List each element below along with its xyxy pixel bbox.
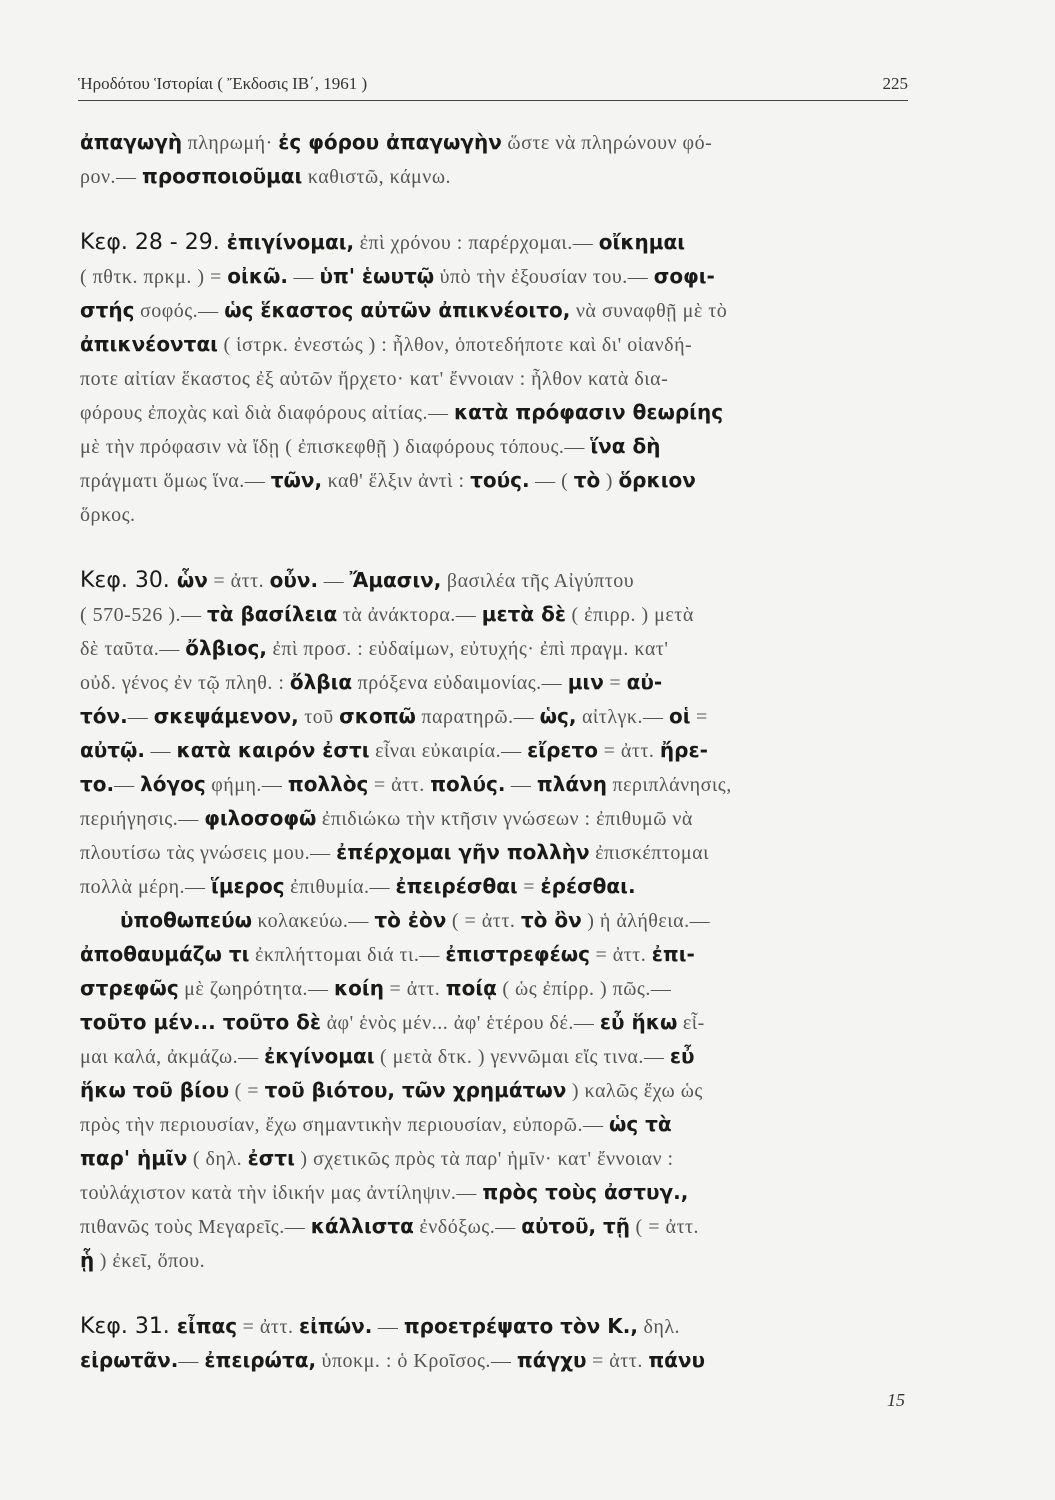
- text-line: [80, 631, 906, 665]
- text-line: [80, 1039, 906, 1073]
- text-line: [80, 497, 906, 531]
- text-line: [80, 429, 906, 463]
- gloss: εἶ-: [677, 1012, 705, 1034]
- text-line: [80, 1073, 906, 1107]
- lemma: εἰρωτᾶν.: [80, 1348, 179, 1372]
- text-line: [80, 1309, 906, 1343]
- gloss: τοὐλάχιστον κατὰ τὴν ἰδικήν μας ἀντίληψιν.—: [80, 1182, 483, 1204]
- lemma: τῶν,: [270, 468, 323, 492]
- gloss: ( μετὰ δτκ. ) γεννῶμαι εἴς τινα.—: [374, 1046, 670, 1068]
- gloss: καθιστῶ, κάμνω.: [302, 166, 451, 188]
- text-line: [80, 767, 906, 801]
- lemma: πρὸς τοὺς ἀστυγ.,: [482, 1180, 689, 1204]
- lemma: εἰπών.: [299, 1314, 373, 1338]
- gloss: ( πθτκ. πρκμ. ) =: [80, 266, 228, 288]
- chapter-heading: Κεφ. 30.: [80, 568, 177, 593]
- lemma: το.: [80, 772, 115, 796]
- text-line: [80, 225, 906, 259]
- lemma: ποίᾳ: [445, 976, 497, 1000]
- gloss: —: [127, 706, 154, 728]
- gloss: ) ἐκεῖ, ὅπου.: [94, 1250, 206, 1272]
- gloss: νὰ συναφθῇ μὲ τὸ: [570, 300, 728, 322]
- lemma: ὅρκιον: [618, 468, 696, 492]
- gloss: = ἀττ.: [598, 740, 660, 762]
- lemma: κατὰ πρόφασιν θεωρίης: [453, 400, 724, 424]
- gloss: —: [505, 774, 537, 796]
- gloss: βασιλέα τῆς Αἰγύπτου: [441, 570, 635, 592]
- text-line: [80, 733, 906, 767]
- text-line: [80, 699, 906, 733]
- lemma: ὄλβια: [289, 670, 353, 694]
- lemma: ἐπειρέσθαι: [395, 874, 518, 898]
- gloss: ἐπιθυμία.—: [284, 876, 396, 898]
- gloss: ( =: [229, 1080, 265, 1102]
- lemma: ὑπ' ἑωυτῷ: [319, 264, 435, 288]
- text-line: [80, 835, 906, 869]
- lemma: εἶπας: [176, 1314, 238, 1338]
- lemma: οἱ: [668, 704, 691, 728]
- gloss: ( = ἀττ.: [630, 1216, 700, 1238]
- lemma: φιλοσοφῶ: [204, 806, 317, 830]
- gloss: πληρωμή·: [182, 132, 279, 154]
- lemma: ἀπικνέονται: [80, 332, 218, 356]
- lemma: κοίη: [333, 976, 384, 1000]
- gloss: =: [603, 672, 627, 694]
- lemma: προετρέψατο τὸν Κ.,: [403, 1314, 638, 1338]
- gloss: ) σχετικῶς πρὸς τὰ παρ' ἡμῖν· κατ' ἔννοιαν :: [294, 1148, 674, 1170]
- text-line: [80, 1175, 906, 1209]
- gloss: εἶναι εὐκαιρία.—: [369, 740, 528, 762]
- gloss: ἐπὶ χρόνου : παρέρχομαι.—: [354, 232, 599, 254]
- lemma: ἐρέσθαι.: [540, 874, 636, 898]
- lemma: στρεφῶς: [80, 976, 179, 1000]
- lemma: εὖ: [669, 1044, 695, 1068]
- lemma: τὸ: [573, 468, 601, 492]
- gloss: — (: [529, 470, 574, 492]
- lemma: σοφι-: [653, 264, 715, 288]
- gloss: ἐκπλήττομαι διά τι.—: [249, 944, 446, 966]
- lemma: Ἄμασιν,: [349, 568, 442, 592]
- lemma: ὡς ἕκαστος αὐτῶν ἀπικνέοιτο,: [224, 298, 571, 322]
- gloss: ( 570-526 ).—: [80, 604, 207, 626]
- gloss: ποτε αἰτίαν ἕκαστος ἐξ αὐτῶν ἤρχετο· κατ' ἔννοιαν : ἦλθον κατὰ δια-: [80, 368, 669, 390]
- gloss: αἰτλγκ.—: [576, 706, 669, 728]
- lemma: τὰ βασίλεια: [206, 602, 338, 626]
- lemma: ἐκγίνομαι: [264, 1044, 375, 1068]
- gloss: ὑπὸ τὴν ἐξουσίαν του.—: [434, 266, 654, 288]
- gloss: πρὸς τὴν περιουσίαν, ἔχω σημαντικὴν περιουσίαν, εὐπορῶ.—: [80, 1114, 609, 1136]
- lemma: τοῦτο μέν... τοῦτο δὲ: [80, 1010, 322, 1034]
- gloss: ἀφ' ἑνὸς μέν... ἀφ' ἑτέρου δέ.—: [321, 1012, 600, 1034]
- text-line: [80, 597, 906, 631]
- gloss: =: [517, 876, 541, 898]
- gloss: πράγματι ὅμως ἵνα.—: [80, 470, 271, 492]
- running-header: [78, 72, 908, 101]
- gloss: ): [600, 470, 619, 492]
- gloss: τὰ ἀνάκτορα.—: [337, 604, 482, 626]
- gloss: τοῦ: [298, 706, 340, 728]
- lemma: ὡς τὰ: [608, 1112, 672, 1136]
- text-line: [80, 159, 906, 193]
- gloss: δηλ.: [637, 1316, 681, 1338]
- gloss: ( = ἀττ.: [446, 910, 521, 932]
- gloss: πρόξενα εὐδαιμονίας.—: [352, 672, 568, 694]
- lemma: πάνυ: [648, 1348, 706, 1372]
- gloss: οὐδ. γένος ἐν τῷ πληθ. :: [80, 672, 290, 694]
- lemma: τόν.: [80, 704, 128, 728]
- gloss: παρατηρῶ.—: [415, 706, 540, 728]
- lemma: ἵμερος: [211, 874, 285, 898]
- gloss: = ἀττ.: [368, 774, 431, 796]
- text-line: [80, 1141, 906, 1175]
- gloss: κολακεύω.—: [252, 910, 375, 932]
- gloss: ὅρκος.: [80, 504, 136, 526]
- lemma: τὸ ὂν: [520, 908, 582, 932]
- lemma: αὐτῷ.: [80, 738, 145, 762]
- lemma: τὸ ἐὸν: [374, 908, 447, 932]
- text-line: [80, 563, 906, 597]
- lemma: πολλὸς: [287, 772, 369, 796]
- lemma: αὐ-: [626, 670, 663, 694]
- lemma: παρ' ἡμῖν: [80, 1146, 188, 1170]
- lemma: μετὰ δὲ: [481, 602, 566, 626]
- lemma: ἥκω τοῦ βίου: [80, 1078, 230, 1102]
- lemma: ἐστι: [247, 1146, 295, 1170]
- gloss: πιθανῶς τοὺς Μεγαρεῖς.—: [80, 1216, 311, 1238]
- text-line: [120, 903, 906, 937]
- text-line: [80, 1005, 906, 1039]
- gloss: δὲ ταῦτα.—: [80, 638, 186, 660]
- gloss: = ἀττ.: [586, 1350, 649, 1372]
- gloss: πολλὰ μέρη.—: [80, 876, 212, 898]
- text-line: [80, 665, 906, 699]
- gloss: ἐνδόξως.—: [413, 1216, 522, 1238]
- gloss: πλουτίσω τὰς γνώσεις μου.—: [80, 842, 337, 864]
- lemma: ἐπιστρεφέως: [445, 942, 590, 966]
- gloss: = ἀττ.: [207, 570, 270, 592]
- gloss: ὥστε νὰ πληρώνουν φό-: [501, 132, 713, 154]
- lemma: στής: [80, 298, 135, 322]
- lemma: οἴκημαι: [598, 230, 686, 254]
- lemma: εὖ ἥκω: [599, 1010, 678, 1034]
- gloss: μὲ τὴν πρόφασιν νὰ ἴδῃ ( ἐπισκεφθῇ ) διαφόρους τόπους.—: [80, 436, 591, 458]
- lemma: πολύς.: [430, 772, 506, 796]
- lemma: μιν: [567, 670, 604, 694]
- lemma: ἐπι-: [651, 942, 695, 966]
- lemma: εἴρετο: [527, 738, 599, 762]
- lemma: τούς.: [470, 468, 530, 492]
- page-number: 225: [882, 74, 908, 93]
- gloss: περιπλάνησις,: [607, 774, 732, 796]
- text-line: [80, 259, 906, 293]
- lemma: ᾗ: [80, 1248, 95, 1272]
- lemma: οὖν.: [269, 568, 319, 592]
- lemma: ἀπαγωγὴ: [80, 130, 183, 154]
- gloss: ( δηλ.: [187, 1148, 248, 1170]
- lemma: τοῦ βιότου, τῶν χρημάτων: [264, 1078, 567, 1102]
- text-line: [80, 1343, 906, 1377]
- text-line: [80, 801, 906, 835]
- gloss: ) ἡ ἀλήθεια.—: [581, 910, 711, 932]
- text-line: [80, 937, 906, 971]
- text-line: [80, 125, 906, 159]
- gloss: = ἀττ.: [237, 1316, 299, 1338]
- gloss: μαι καλά, ἀκμάζω.—: [80, 1046, 265, 1068]
- gloss: = ἀττ.: [589, 944, 652, 966]
- chapter-heading: Κεφ. 31.: [80, 1314, 177, 1339]
- lemma: σκεψάμενον,: [153, 704, 299, 728]
- lemma: κατὰ καιρόν ἐστι: [176, 738, 370, 762]
- gloss: ( ἱστρκ. ἐνεστώς ) : ἦλθον, ὁποτεδήποτε καὶ δι' οἱανδή-: [217, 334, 693, 356]
- text-line: [80, 1243, 906, 1277]
- lemma: ἤρε-: [659, 738, 708, 762]
- signature-mark: 15: [887, 1390, 905, 1410]
- gloss: —: [178, 1350, 205, 1372]
- lemma: ἐπέρχομαι γῆν πολλὴν: [336, 840, 590, 864]
- text-line: [80, 395, 906, 429]
- gloss: ( ἐπιρρ. ) μετὰ: [566, 604, 694, 626]
- lemma: ἐς φόρου ἀπαγωγὴν: [278, 130, 502, 154]
- gloss: σοφός.—: [134, 300, 225, 322]
- gloss: ἐπὶ προσ. : εὐδαίμων, εὐτυχής· ἐπὶ πραγμ. κατ': [266, 638, 669, 660]
- header-title: Ἡροδότου Ἱστορίαι ( Ἔκδοσις ΙΒ΄, 1961 ): [78, 74, 368, 93]
- lemma: ὡς,: [539, 704, 577, 728]
- lemma: οἰκῶ.: [227, 264, 289, 288]
- text-line: [80, 869, 906, 903]
- lemma: σκοπῶ: [339, 704, 416, 728]
- gloss: ( ὡς ἐπίρρ. ) πῶς.—: [496, 978, 672, 1000]
- text-line: [80, 971, 906, 1005]
- lemma: ἵνα δὴ: [590, 434, 661, 458]
- gloss: ρον.—: [80, 166, 143, 188]
- gloss: —: [288, 266, 320, 288]
- gloss: περιήγησις.—: [80, 808, 205, 830]
- text-line: [80, 293, 906, 327]
- gloss: —: [145, 740, 177, 762]
- gloss: —: [114, 774, 141, 796]
- gloss: —: [318, 570, 350, 592]
- text-line: [80, 1209, 906, 1243]
- text-line: [80, 463, 906, 497]
- gloss: καθ' ἕλξιν ἀντὶ :: [322, 470, 471, 492]
- lemma: λόγος: [140, 772, 206, 796]
- text-line: [80, 361, 906, 395]
- lemma: ἀποθαυμάζω τι: [80, 942, 250, 966]
- gloss: ὑποκμ. : ὁ Κροῖσος.—: [316, 1350, 517, 1372]
- lemma: αὐτοῦ, τῇ: [521, 1214, 631, 1238]
- lemma: ὄλβιος,: [185, 636, 267, 660]
- lemma: ἐπειρώτα,: [204, 1348, 317, 1372]
- chapter-heading: Κεφ. 28 - 29.: [80, 230, 227, 255]
- lemma: κάλλιστα: [310, 1214, 414, 1238]
- lemma: ὑποθωπεύω: [120, 908, 253, 932]
- lemma: πάγχυ: [516, 1348, 587, 1372]
- lemma: πλάνη: [536, 772, 607, 796]
- gloss: = ἀττ.: [383, 978, 446, 1000]
- gloss: ) καλῶς ἔχω ὡς: [566, 1080, 703, 1102]
- gloss: —: [372, 1316, 404, 1338]
- gloss: =: [690, 706, 708, 728]
- gloss: ἐπιδιώκω τὴν κτῆσιν γνώσεων : ἐπιθυμῶ νὰ: [316, 808, 693, 830]
- lemma: ὧν: [176, 568, 208, 592]
- gloss: φήμη.—: [205, 774, 288, 796]
- lemma: ἐπιγίνομαι,: [226, 230, 355, 254]
- gloss: μὲ ζωηρότητα.—: [178, 978, 334, 1000]
- gloss: φόρους ἐποχὰς καὶ διὰ διαφόρους αἰτίας.—: [80, 402, 454, 424]
- text-line: [80, 1107, 906, 1141]
- lemma: προσποιοῦμαι: [142, 164, 303, 188]
- gloss: ἐπισκέπτομαι: [589, 842, 709, 864]
- text-line: [80, 327, 906, 361]
